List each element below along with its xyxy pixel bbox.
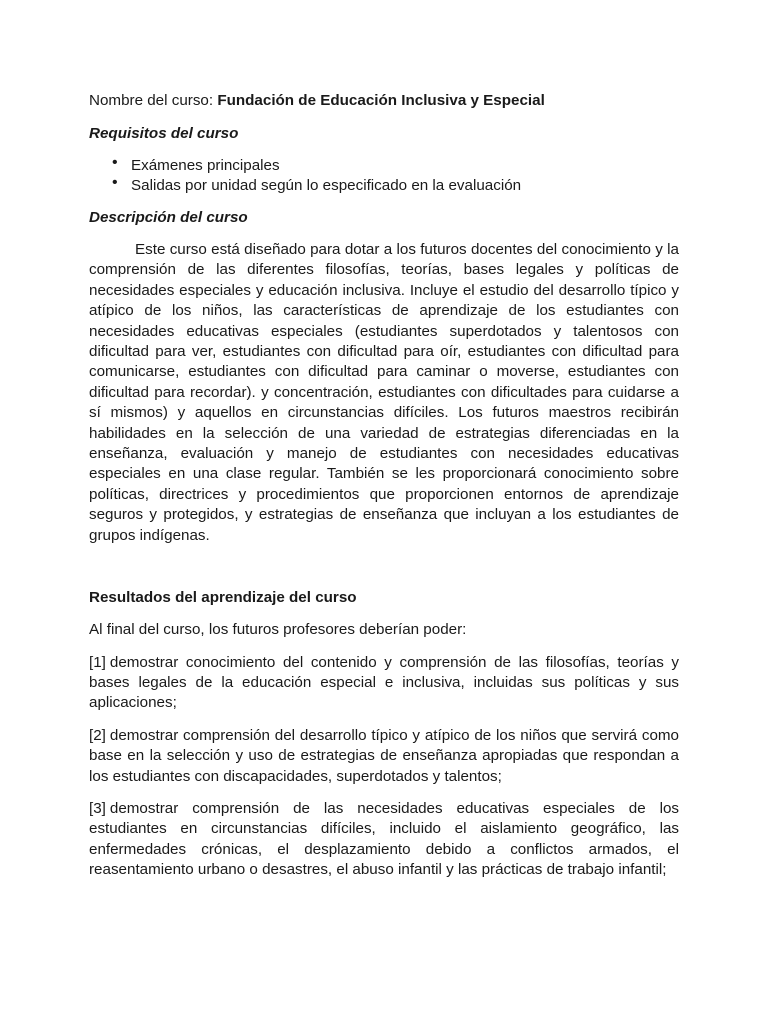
requirement-text: Salidas por unidad según lo especificado en la evaluación	[131, 177, 522, 194]
requirements-list	[89, 156, 679, 196]
outcome-item	[89, 653, 679, 714]
outcome-number: [1]	[89, 653, 106, 671]
outcomes-heading: Resultados del aprendizaje del curso	[89, 589, 357, 607]
outcomes-intro: Al final del curso, los futuros profesores deberían poder:	[89, 621, 467, 639]
description-paragraph: Este curso está diseñado para dotar a los futuros docentes del conocimiento y la comprensión de las diferentes filosofías, teorías, bases legales y políticas de necesidades especiales y educación inclusiva. Incluye el estudio del desarrollo típico y atípico de los niños, las características de aprendizaje de los estudiantes con necesidades educativas especiales (estudiantes superdotados y talentosos con dificultad para ver, estudiantes con dificultad para oír, estudiantes con dificultad para comunicarse, estudiantes con dificultad para caminar o moverse, estudiantes con dificultad para recordar). y concentración, estudiantes con dificultades para cuidarse a sí mismos) y aquellos en circunstancias difíciles. Los futuros maestros recibirán habilidades en la selección de una variedad de estrategias diferenciadas en la enseñanza, evaluación y manejo de estudiantes con necesidades educativas especiales en una clase regular. También se les proporcionará conocimiento sobre políticas, directrices y procedimientos que proporcionen entornos de aprendizaje seguros y protegidos, y estrategias de enseñanza que incluyan a los estudiantes de grupos indígenas.	[89, 241, 679, 544]
list-item	[89, 176, 679, 196]
course-name-line	[89, 91, 679, 111]
outcome-item	[89, 799, 679, 881]
outcome-number: [2]	[89, 726, 106, 744]
list-item	[89, 156, 679, 176]
document-page	[89, 91, 679, 881]
description-heading: Descripción del curso	[89, 209, 248, 226]
bullet-icon: •	[112, 154, 118, 171]
outcome-text: demostrar comprensión de las necesidades educativas especiales de los estudiantes en circunstancias difíciles, incluido el aislamiento geográfico, las enfermedades crónicas, el desplazamiento debido a conflictos armados, el reasentamiento urbano o desastres, el abuso infantil y las prácticas de trabajo infantil;	[89, 799, 679, 879]
requirements-heading: Requisitos del curso	[89, 125, 239, 142]
outcome-text: demostrar comprensión del desarrollo típico y atípico de los niños que servirá como base en la selección y uso de estrategias de enseñanza apropiadas que respondan a los estudiantes con discapacidades, superdotados y talentos;	[89, 726, 679, 785]
course-name-label: Nombre del curso:	[89, 92, 218, 109]
bullet-icon: •	[112, 174, 118, 191]
outcome-number: [3]	[89, 799, 106, 817]
outcome-text: demostrar conocimiento del contenido y comprensión de las filosofías, teorías y bases legales de la educación especial e inclusiva, incluidas sus políticas y sus aplicaciones;	[89, 653, 679, 712]
course-name-value: Fundación de Educación Inclusiva y Especial	[217, 92, 545, 109]
outcome-item	[89, 726, 679, 787]
requirement-text: Exámenes principales	[131, 157, 280, 174]
